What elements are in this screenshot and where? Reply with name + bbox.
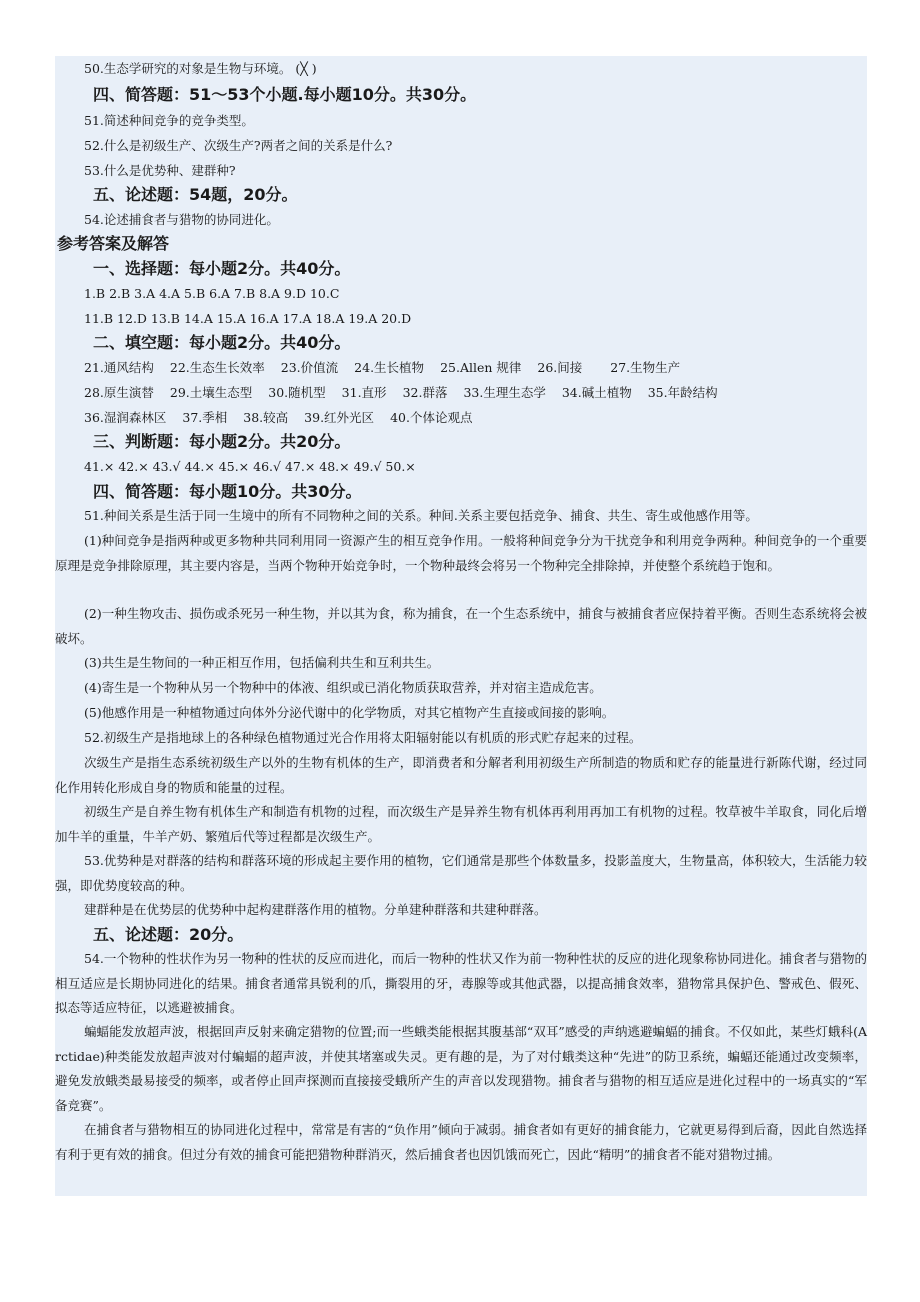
fill-answer: 36.湿润森林区 <box>84 410 167 425</box>
answer-section-2-title: 二、填空题：每小题2分。共40分。 <box>93 333 351 352</box>
fill-answer: 26.间接 <box>537 360 583 375</box>
question-54: 54.论述捕食者与猎物的协同进化。 <box>84 212 279 227</box>
true-false-answers: 41.× 42.× 43.√ 44.× 45.× 46.√ 47.× 48.× 49.√ 50.× <box>84 459 416 474</box>
fill-answer: 30.随机型 <box>268 385 326 400</box>
fill-answer: 35.年龄结构 <box>647 385 718 400</box>
fill-answer: 27.生物生产 <box>610 360 681 375</box>
answer-section-4-title: 四、简答题：每小题10分。共30分。 <box>93 482 362 501</box>
answer-51-part-4: (4)寄生是一个物种从另一个物种中的体液、组织或已消化物质获取营养，并对宿主造成危害。 <box>84 680 602 695</box>
answer-54-part-1: 54.一个物种的性状作为另一物种的性状的反应而进化，而后一物种的性状又作为前一物种性状的反应的进化现象称协同进化。捕食者与猎物的相互适应是长期协同进化的结果。捕食者通常具锐利的爪，撕裂用的牙，毒腺等或其他武器，以提高捕食效率，猎物常具保护色、警戒色、假死、拟态等适应特征，以逃避被捕食。 <box>55 951 867 1015</box>
answer-section-5-title: 五、论述题：20分。 <box>93 925 244 944</box>
question-51: 51.简述种间竞争的竞争类型。 <box>84 113 254 128</box>
question-52: 52.什么是初级生产、次级生产?两者之间的关系是什么? <box>84 138 393 153</box>
answer-52-secondary: 次级生产是指生态系统初级生产以外的生物有机体的生产，即消费者和分解者利用初级生产所制造的物质和贮存的能量进行新陈代谢，经过同化作用转化形成自身的物质和能量的过程。 <box>55 755 867 795</box>
answer-54-part-3: 在捕食者与猎物相互的协同进化过程中，常常是有害的“负作用”倾向于减弱。捕食者如有更好的捕食能力，它就更易得到后裔，因此自然选择有利于更有效的捕食。但过分有效的捕食可能把猎物种群消灭，然后捕食者也因饥饿而死亡，因此“精明”的捕食者不能对猎物过捕。 <box>55 1122 867 1162</box>
fill-answers-row-2 <box>55 380 867 405</box>
fill-answer: 22.生态生长效率 <box>169 360 265 375</box>
answer-53-dominant: 53.优势种是对群落的结构和群落环境的形成起主要作用的植物，它们通常是那些个体数量多，投影盖度大，生物量高，体积较大，生活能力较强，即优势度较高的种。 <box>55 853 867 893</box>
fill-answers-row-1 <box>55 355 867 380</box>
answer-51-intro: 51.种间关系是生活于同一生境中的所有不同物种之间的关系。种间.关系主要包括竞争、捕食、共生、寄生或他感作用等。 <box>84 508 758 523</box>
fill-answer: 40.个体论观点 <box>390 410 473 425</box>
choice-answers-row-2: 11.B 12.D 13.B 14.A 15.A 16.A 17.A 18.A 19.A 20.D <box>84 311 412 326</box>
answers-title: 参考答案及解答 <box>57 234 170 253</box>
answer-51-part-5: (5)他感作用是一种植物通过向体外分泌代谢中的化学物质，对其它植物产生直接或间接的影响。 <box>84 705 615 720</box>
answer-51-part-1: (1)种间竞争是指两种或更多物种共同利用同一资源产生的相互竞争作用。一般将种间竞争分为干扰竞争和利用竞争两种。种间竞争的一个重要原理是竞争排除原理，其主要内容是，当两个物种开始竞争时，一个物种最终会将另一个物种完全排除掉，并使整个系统趋于饱和。 <box>55 533 867 573</box>
fill-answer: 32.群落 <box>402 385 448 400</box>
fill-answer: 28.原生演替 <box>84 385 154 400</box>
section-5-title: 五、论述题：54题，20分。 <box>93 185 298 204</box>
fill-answer: 33.生理生态学 <box>463 385 546 400</box>
question-53: 53.什么是优势种、建群种? <box>84 163 236 178</box>
answer-section-1-title: 一、选择题：每小题2分。共40分。 <box>93 259 351 278</box>
section-4-title: 四、简答题：51～53个小题.每小题10分。共30分。 <box>93 85 477 104</box>
fill-answer: 37.季相 <box>182 410 228 425</box>
question-50: 50.生态学研究的对象是生物与环境。 (╳ ) <box>84 61 317 76</box>
answer-section-3-title: 三、判断题：每小题2分。共20分。 <box>93 432 351 451</box>
answer-53-constructive: 建群种是在优势层的优势种中起构建群落作用的植物。分单建种群落和共建种群落。 <box>84 902 547 917</box>
fill-answer: 24.生长植物 <box>354 360 425 375</box>
fill-answer: 21.通风结构 <box>84 360 154 375</box>
answer-54-part-2: 蝙蝠能发放超声波，根据回声反射来确定猎物的位置;而一些蛾类能根据其腹基部“双耳”感受的声纳逃避蝙蝠的捕食。不仅如此，某些灯蛾科(Arctidae)种类能发放超声波对付蝙蝠的超声波，并使其堵塞或失灵。更有趣的是，为了对付蛾类这种“先进”的防卫系统，蝙蝠还能通过改变频率，避免发放蛾类最易接受的频率，或者停止回声探测而直接接受蛾所产生的声音以发现猎物。捕食者与猎物的相互适应是进化过程中的一场真实的“军备竞赛”。 <box>55 1024 867 1113</box>
fill-answer: 29.土壤生态型 <box>169 385 253 400</box>
fill-answer: 39.红外光区 <box>304 410 375 425</box>
choice-answers-row-1: 1.B 2.B 3.A 4.A 5.B 6.A 7.B 8.A 9.D 10.C <box>84 286 340 301</box>
answer-52-primary: 52.初级生产是指地球上的各种绿色植物通过光合作用将太阳辐射能以有机质的形式贮存起来的过程。 <box>84 730 642 745</box>
answer-51-part-2: (2)一种生物攻击、损伤或杀死另一种生物，并以其为食，称为捕食，在一个生态系统中，捕食与被捕食者应保持着平衡。否则生态系统将会被破坏。 <box>55 606 867 646</box>
fill-answer: 25.Allen 规律 <box>440 360 522 375</box>
fill-answer: 31.直形 <box>341 385 387 400</box>
fill-answer: 34.碱土植物 <box>561 385 632 400</box>
fill-answer: 23.价值流 <box>280 360 339 375</box>
fill-answer: 38.较高 <box>243 410 289 425</box>
answer-51-part-3: (3)共生是生物间的一种正相互作用，包括偏利共生和互利共生。 <box>84 655 440 670</box>
answer-52-relation: 初级生产是自养生物有机体生产和制造有机物的过程，而次级生产是异养生物有机体再利用再加工有机物的过程。牧草被牛羊取食，同化后增加牛羊的重量，牛羊产奶、繁殖后代等过程都是次级生产。 <box>55 804 867 844</box>
